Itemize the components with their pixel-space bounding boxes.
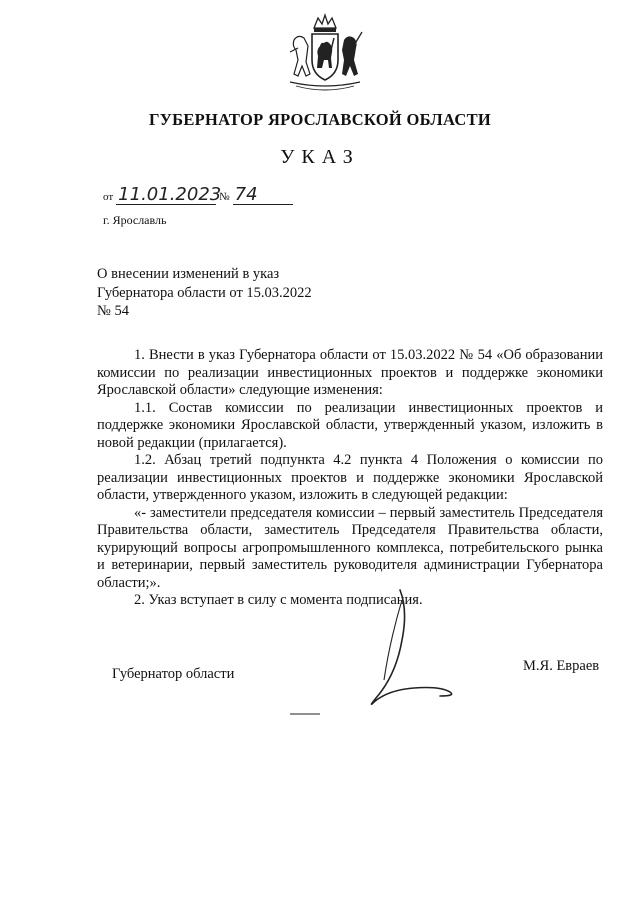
number-prefix: №: [219, 191, 230, 203]
date-prefix: от: [103, 191, 114, 203]
signer-role: Губернатор области: [112, 666, 235, 682]
city-label: г. Ярославль: [103, 213, 167, 227]
paragraph-quote: «- заместители председателя комиссии – первый заместитель Председателя Правительства области, заместитель Председателя Правительства области, курирующий вопросы агропромышленного комплекса, потребительского рынка и ветеринарии, первый заместитель руководителя администрации Губернатора области;».: [97, 504, 603, 591]
coat-of-arms-icon: [284, 12, 366, 96]
subject-line: Губернатора области от 15.03.2022: [97, 284, 312, 301]
governor-title: ГУБЕРНАТОР ЯРОСЛАВСКОЙ ОБЛАСТИ: [148, 110, 492, 129]
decree-body: [97, 347, 603, 610]
date-number-line: [103, 186, 293, 205]
paragraph-1-1: 1.1. Состав комиссии по реализации инвестиционных проектов и поддержке экономики Ярославской области, утвержденный указом, изложить в новой редакции (прилагается).: [97, 399, 603, 451]
handwritten-date: 11.01.2023: [118, 184, 222, 205]
subject-line: № 54: [97, 303, 129, 319]
handwritten-signature-icon: [290, 580, 540, 720]
signer-name: М.Я. Евраев: [523, 658, 600, 674]
paragraph-1-2: 1.2. Абзац третий подпункта 4.2 пункта 4 Положения о комиссии по реализации инвестиционных проектов и поддержке экономики Ярославской области, утвержденного указом, изложить в следующей редакции:: [97, 452, 603, 503]
handwritten-number: 74: [233, 186, 293, 205]
subject-line: О внесении изменений в указ: [97, 266, 280, 282]
paragraph-1: 1. Внести в указ Губернатора области от 15.03.2022 № 54 «Об образовании комиссии по реализации инвестиционных проектов и поддержке экономики Ярославской области» следующие изменения:: [97, 347, 603, 398]
document-type: УКАЗ: [280, 146, 360, 168]
paragraph-2: 2. Указ вступает в силу с момента подписания.: [134, 592, 423, 608]
decree-subject: [97, 265, 312, 321]
